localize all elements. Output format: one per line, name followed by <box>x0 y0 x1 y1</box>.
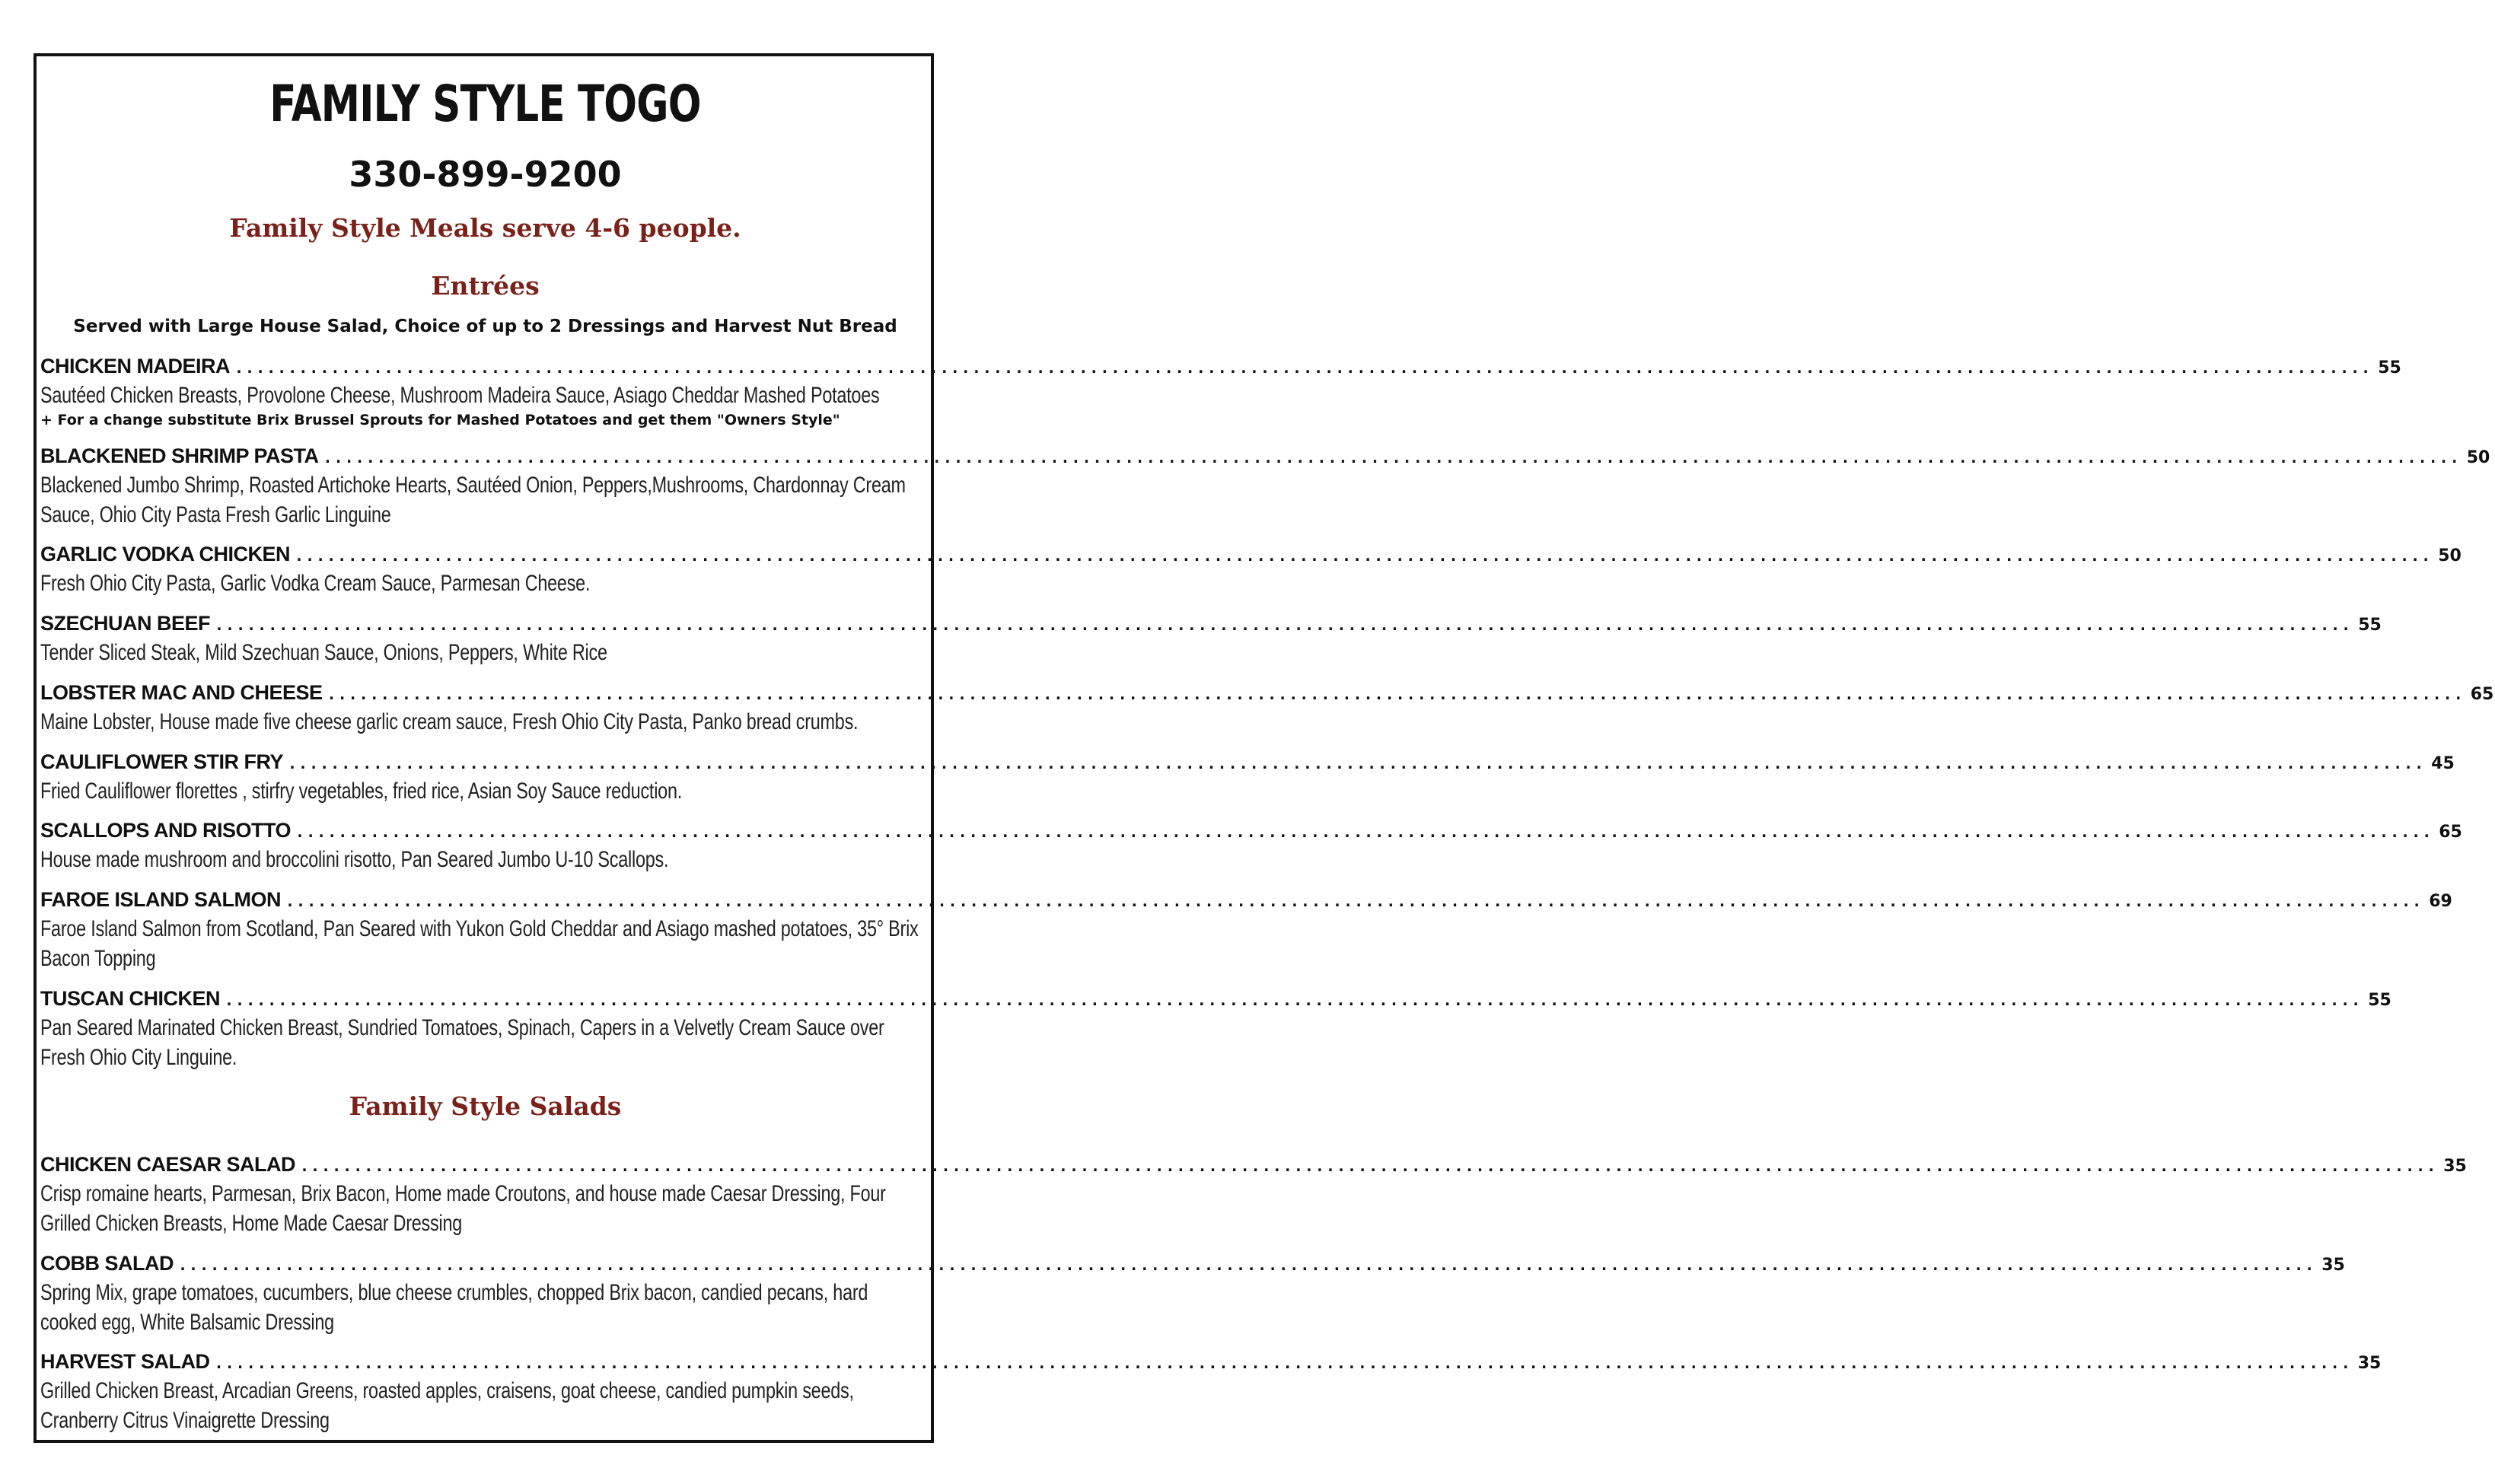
menu-item <box>40 612 2382 667</box>
menu-item <box>40 1350 2382 1435</box>
dot-leader: ........................................................................................................................................................................................................ <box>323 448 2461 467</box>
item-description: Tender Sliced Steak, Mild Szechuan Sauce, Onions, Peppers, White Rice <box>40 640 607 665</box>
item-description: Blackened Jumbo Shrimp, Roasted Artichoke Hearts, Sautéed Onion, Peppers,Mushrooms, Chardonnay Cream Sauce, Ohio City Pasta Fresh Garlic Linguine <box>40 473 906 527</box>
item-name: HARVEST SALAD <box>40 1350 210 1373</box>
dot-leader: ........................................................................................................................................................................................................ <box>225 991 2363 1009</box>
item-description: House made mushroom and broccolini risotto, Pan Seared Jumbo U-10 Scallops. <box>40 847 669 872</box>
item-name: LOBSTER MAC AND CHEESE <box>40 681 323 704</box>
menu-item <box>40 444 2490 530</box>
dot-leader: ........................................................................................................................................................................................................ <box>215 616 2353 634</box>
dot-leader: ........................................................................................................................................................................................................ <box>234 358 2372 377</box>
item-description: Faroe Island Salmon from Scotland, Pan Seared with Yukon Gold Cheddar and Asiago mashed potatoes, 35° Brix Bacon Topping <box>40 916 919 971</box>
item-price: 45 <box>2431 754 2455 773</box>
item-name: COBB SALAD <box>40 1252 174 1275</box>
item-price: 50 <box>2466 448 2490 467</box>
item-price: 55 <box>2368 991 2391 1010</box>
item-price: 35 <box>2321 1256 2345 1275</box>
item-description: Pan Seared Marinated Chicken Breast, Sundried Tomatoes, Spinach, Capers in a Velvetly Cream Sauce over Fresh Ohio City Linguine. <box>40 1015 884 1070</box>
dot-leader: ........................................................................................................................................................................................................ <box>287 754 2426 772</box>
item-price: 35 <box>2443 1157 2467 1176</box>
menu-item <box>40 1252 2345 1337</box>
entrees-subheading: Served with Large House Salad, Choice of up to 2 Dressings and Harvest Nut Bread <box>73 317 897 336</box>
item-name: SZECHUAN BEEF <box>40 612 211 635</box>
phone-number: 330-899-9200 <box>349 154 622 195</box>
item-note: + For a change substitute Brix Brussel Sprouts for Mashed Potatoes and get them "Owners Style" <box>40 412 840 428</box>
item-name: SCALLOPS AND RISOTTO <box>40 819 292 842</box>
menu-item <box>40 888 2452 973</box>
item-description: Crisp romaine hearts, Parmesan, Brix Bacon, Home made Croutons, and house made Caesar Dressing, Four Grilled Chicken Breasts, Home Made Caesar Dressing <box>40 1181 886 1236</box>
item-name: GARLIC VODKA CHICKEN <box>40 543 291 565</box>
serving-note: Family Style Meals serve 4-6 people. <box>229 213 741 243</box>
dot-leader: ........................................................................................................................................................................................................ <box>327 685 2465 703</box>
salads-heading: Family Style Salads <box>349 1091 622 1121</box>
dot-leader: ........................................................................................................................................................................................................ <box>285 892 2423 910</box>
item-price: 55 <box>2378 358 2401 377</box>
dot-leader: ........................................................................................................................................................................................................ <box>295 823 2433 841</box>
item-price: 65 <box>2470 685 2494 704</box>
item-description: Spring Mix, grape tomatoes, cucumbers, blue cheese crumbles, chopped Brix bacon, candied pecans, hard cooked egg, White Balsamic Dressing <box>40 1280 868 1335</box>
menu-item <box>40 355 2401 428</box>
item-price: 35 <box>2357 1354 2382 1373</box>
item-description: Sautéed Chicken Breasts, Provolone Cheese, Mushroom Madeira Sauce, Asiago Cheddar Mashed Potatoes <box>40 383 880 408</box>
menu-item <box>40 987 2391 1072</box>
item-description: Maine Lobster, House made five cheese garlic cream sauce, Fresh Ohio City Pasta, Panko bread crumbs. <box>40 709 859 734</box>
item-name: CHICKEN MADEIRA <box>40 355 230 377</box>
item-price: 50 <box>2438 546 2462 565</box>
dot-leader: ........................................................................................................................................................................................................ <box>178 1256 2316 1274</box>
menu-item <box>40 543 2462 598</box>
dot-leader: ........................................................................................................................................................................................................ <box>214 1354 2352 1372</box>
menu-title: FAMILY STYLE TOGO <box>269 75 701 133</box>
item-description: Grilled Chicken Breast, Arcadian Greens, roasted apples, craisens, goat cheese, candied pumpkin seeds, Cranberry Citrus Vinaigrette Dressing <box>40 1378 854 1433</box>
item-price: 55 <box>2358 616 2382 635</box>
entrees-heading: Entrées <box>431 271 540 301</box>
dot-leader: ........................................................................................................................................................................................................ <box>300 1157 2438 1175</box>
item-price: 65 <box>2439 823 2462 842</box>
item-description: Fresh Ohio City Pasta, Garlic Vodka Cream Sauce, Parmesan Cheese. <box>40 571 591 596</box>
menu-item <box>40 819 2462 874</box>
item-name: CHICKEN CAESAR SALAD <box>40 1153 296 1176</box>
item-price: 69 <box>2429 892 2452 911</box>
menu-item <box>40 681 2494 737</box>
menu-item <box>40 1153 2467 1238</box>
dot-leader: ........................................................................................................................................................................................................ <box>295 546 2433 565</box>
menu-item <box>40 750 2455 806</box>
item-name: FAROE ISLAND SALMON <box>40 888 282 911</box>
item-name: BLACKENED SHRIMP PASTA <box>40 444 319 467</box>
item-name: CAULIFLOWER STIR FRY <box>40 750 283 773</box>
item-name: TUSCAN CHICKEN <box>40 987 220 1010</box>
item-description: Fried Cauliflower florettes , stirfry vegetables, fried rice, Asian Soy Sauce reduction. <box>40 779 682 804</box>
